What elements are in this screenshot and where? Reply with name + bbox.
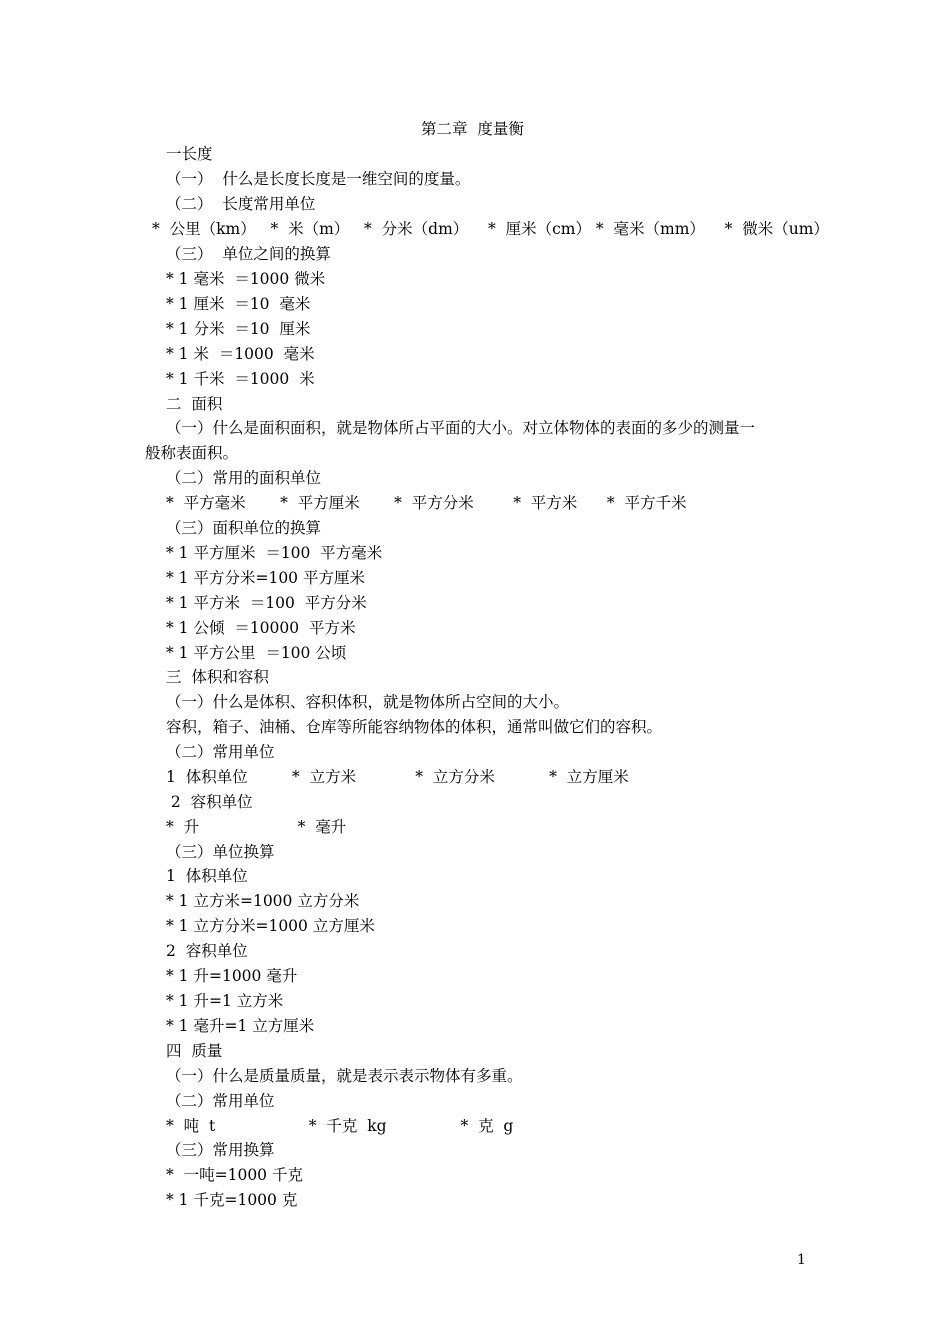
- text-line: * 1 毫米 ＝1000 微米: [166, 270, 326, 288]
- text-line: * 1 升=1000 毫升: [166, 967, 298, 985]
- text-line: （三）单位换算: [166, 843, 275, 861]
- text-line: * 1 分米 ＝10 厘米: [166, 320, 311, 338]
- text-line: * 1 千克=1000 克: [166, 1191, 298, 1209]
- text-line: （一） 什么是长度长度是一维空间的度量。: [166, 170, 471, 188]
- section-heading-volume: 三 体积和容积: [166, 668, 269, 686]
- text-line: （二）常用单位: [166, 1092, 275, 1110]
- text-line: * 吨 t * 千克 kg * 克 g: [166, 1117, 514, 1135]
- text-line: * 平方毫米 * 平方厘米 * 平方分米 * 平方米 * 平方千米: [166, 494, 687, 512]
- text-line: * 1 升=1 立方米: [166, 992, 284, 1010]
- text-line: （二）常用单位: [166, 743, 275, 761]
- text-line: （一）什么是质量质量，就是表示表示物体有多重。: [166, 1067, 523, 1085]
- page-number: 1: [797, 1252, 806, 1268]
- text-line: * 一吨=1000 千克: [166, 1166, 303, 1184]
- text-line: 1 体积单位: [166, 867, 248, 885]
- text-line: （三）常用换算: [166, 1141, 275, 1159]
- text-line: 2 容积单位: [166, 942, 248, 960]
- text-line: * 1 立方米=1000 立方分米: [166, 892, 360, 910]
- text-line: * 1 立方分米=1000 立方厘米: [166, 917, 375, 935]
- text-line: （三）面积单位的换算: [166, 519, 322, 537]
- text-line: * 1 公倾 ＝10000 平方米: [166, 619, 356, 637]
- text-line: 1 体积单位 * 立方米 * 立方分米 * 立方厘米: [166, 768, 629, 786]
- text-line: （一）什么是体积、容积体积，就是物体所占空间的大小。: [166, 693, 570, 711]
- text-line: （一）什么是面积面积，就是物体所占平面的大小。对立体物体的表面的多少的测量一: [166, 419, 756, 437]
- text-line: （三） 单位之间的换算: [166, 245, 331, 263]
- text-line: 般称表面积。: [145, 444, 239, 462]
- section-heading-area: 二 面积: [166, 395, 223, 413]
- section-heading-mass: 四 质量: [166, 1042, 223, 1060]
- text-line: 2 容积单位: [166, 793, 253, 811]
- text-line: * 公里（km） * 米（m） * 分米（dm） * 厘米（cm） * 毫米（mm） * 微米（um）: [152, 220, 829, 238]
- text-line: （二）常用的面积单位: [166, 469, 322, 487]
- text-line: 容积，箱子、油桶、仓库等所能容纳物体的体积，通常叫做它们的容积。: [166, 718, 663, 736]
- text-line: * 1 平方分米=100 平方厘米: [166, 569, 365, 587]
- text-line: * 1 毫升=1 立方厘米: [166, 1017, 315, 1035]
- text-line: * 升 * 毫升: [166, 818, 347, 836]
- section-heading-length: 一长度: [166, 145, 213, 163]
- text-line: （二） 长度常用单位: [166, 195, 316, 213]
- text-line: * 1 平方公里 ＝100 公顷: [166, 644, 347, 662]
- text-line: * 1 厘米 ＝10 毫米: [166, 295, 311, 313]
- text-line: * 1 米 ＝1000 毫米: [166, 345, 315, 363]
- text-line: * 1 平方米 ＝100 平方分米: [166, 594, 367, 612]
- chapter-title: 第二章 度量衡: [421, 120, 524, 138]
- text-line: * 1 平方厘米 ＝100 平方毫米: [166, 544, 383, 562]
- text-line: * 1 千米 ＝1000 米: [166, 370, 315, 388]
